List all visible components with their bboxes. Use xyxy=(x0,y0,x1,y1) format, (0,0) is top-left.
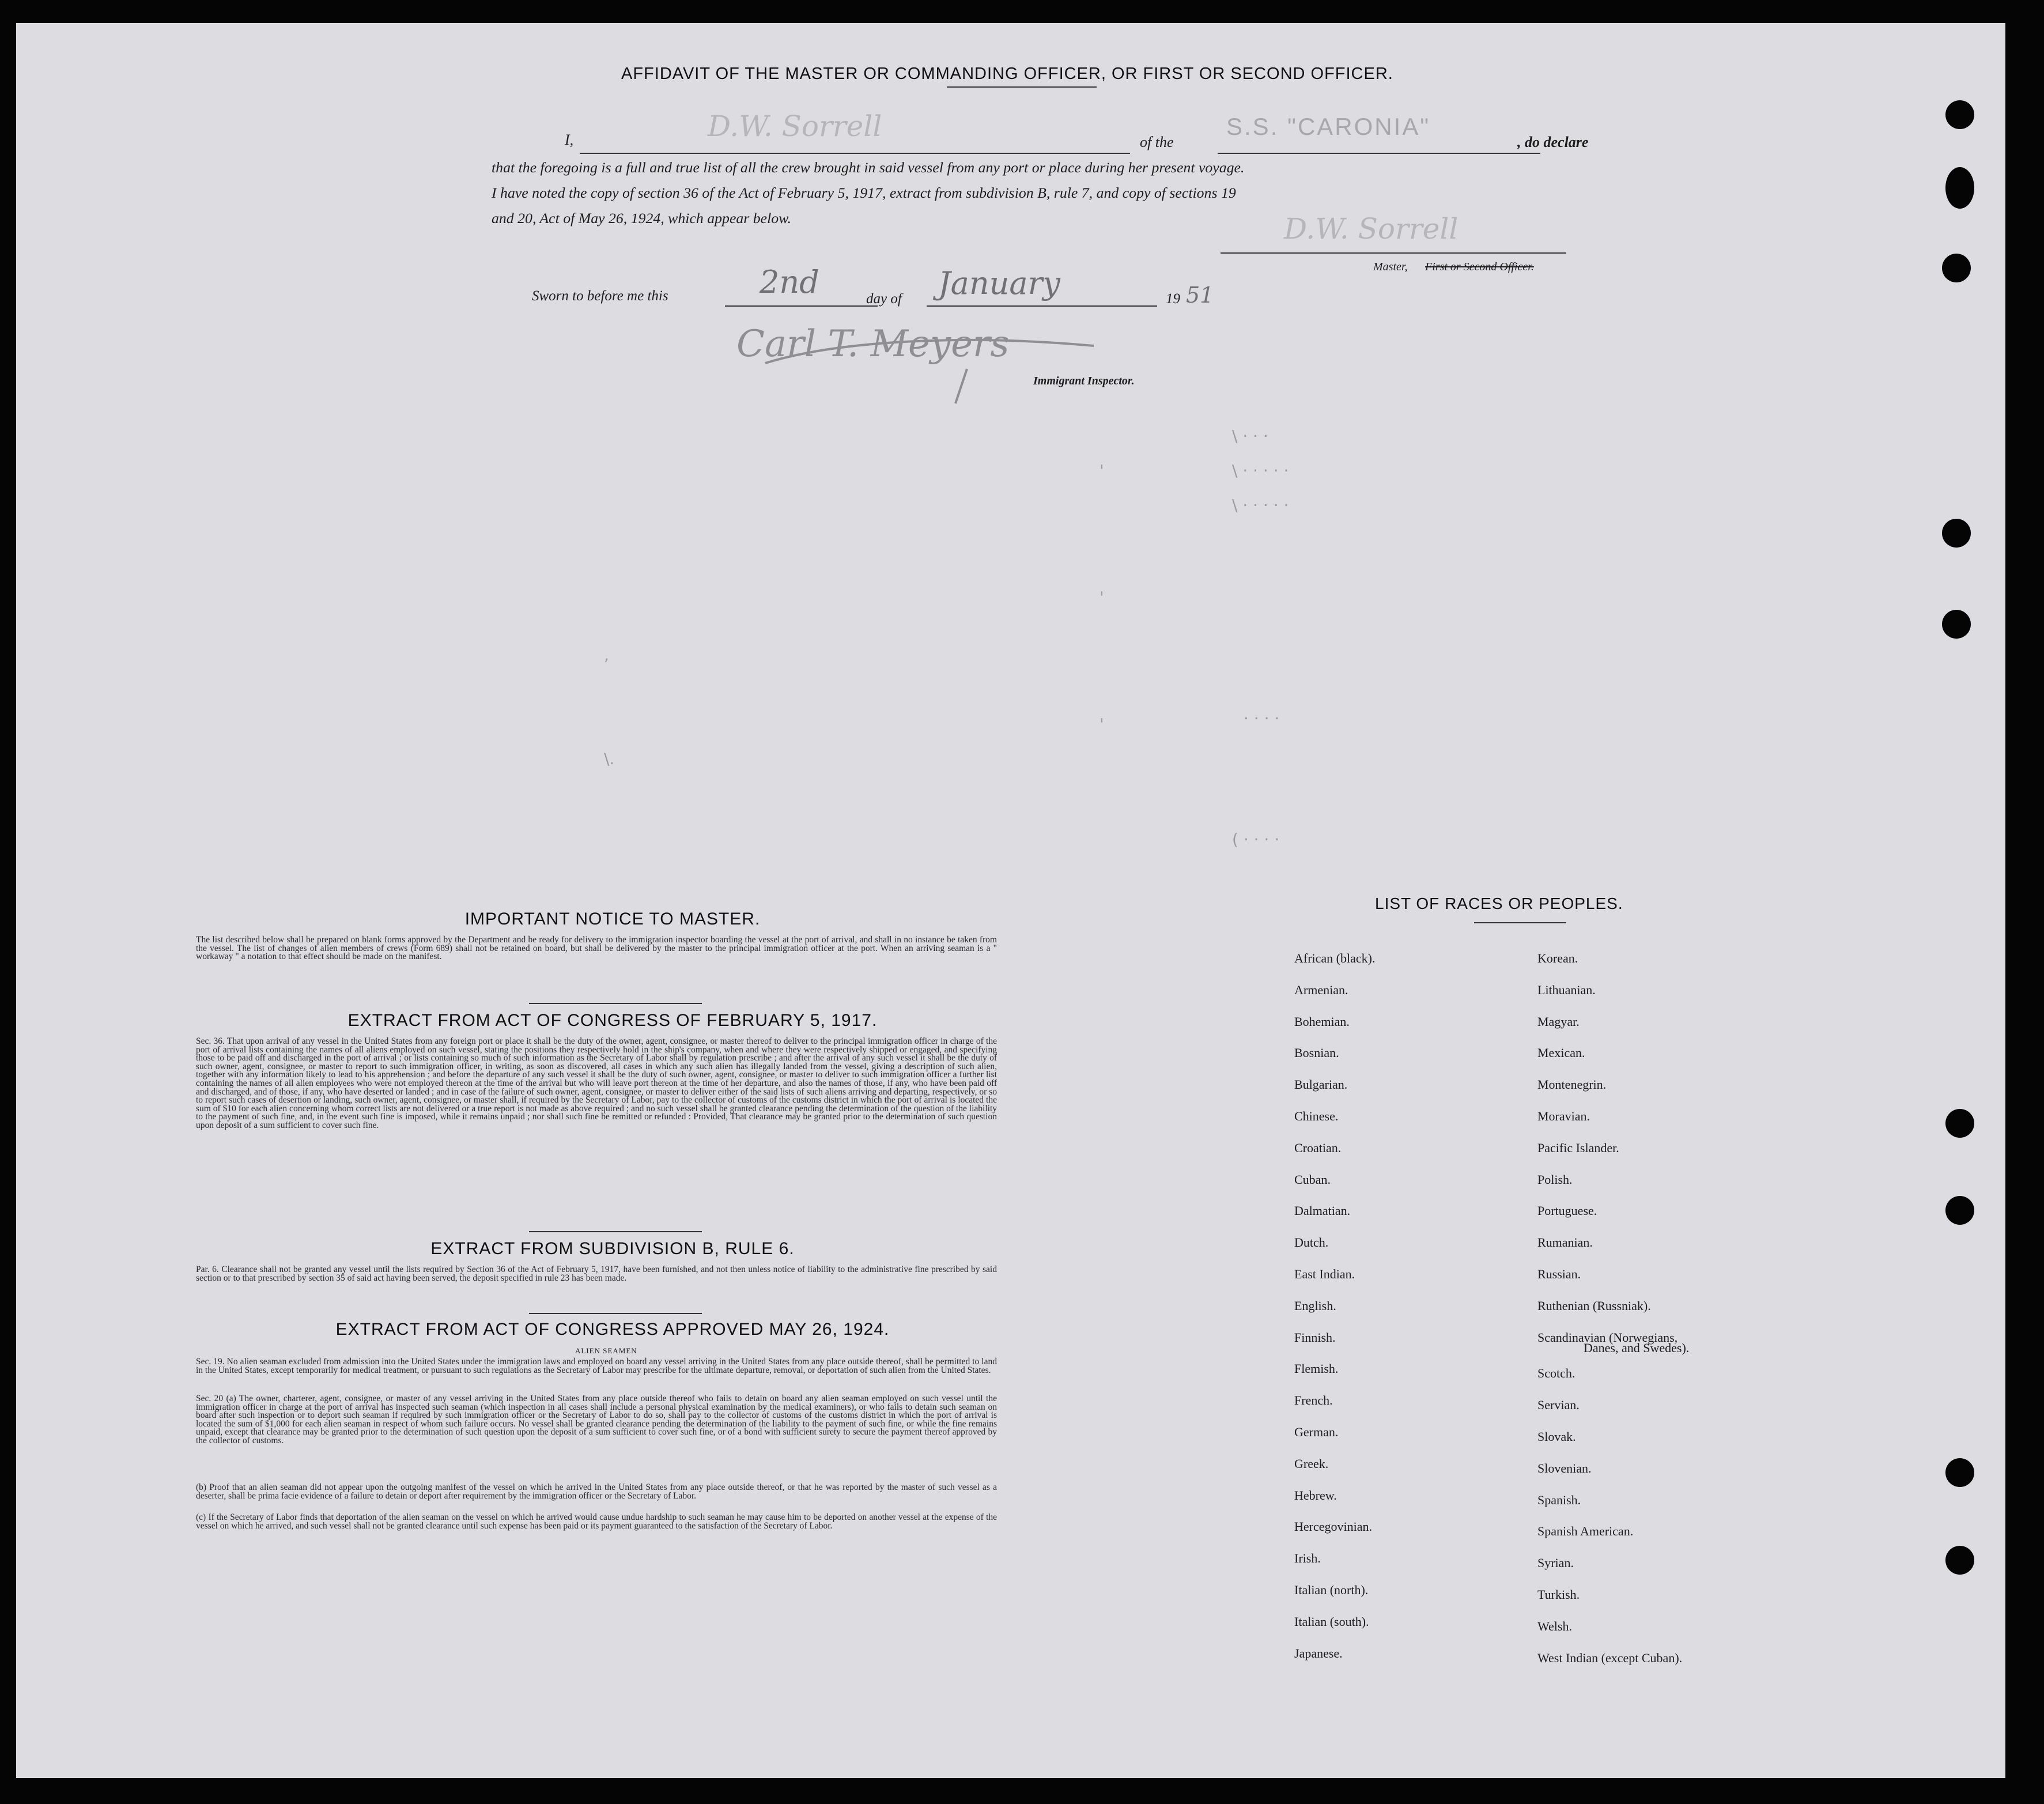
show-through-mark: \. xyxy=(604,749,615,768)
race-item-2: Magyar. xyxy=(1537,1014,1580,1029)
extract-rule6-divider xyxy=(529,1313,702,1314)
extract-1924-sec20b: (b) Proof that an alien seaman did not appear upon the outgoing manifest of the vessel on which he arrived in the United States from any place outside thereof, or that he was reported by the master of such vessel as a deserter, shall be prima facie evidence of a failure to detain or deport after requirement by the immigration officer or the Secretary of Labor. xyxy=(196,1482,997,1501)
race-item-4: Montenegrin. xyxy=(1537,1077,1607,1092)
inspector-label: Immigrant Inspector. xyxy=(1033,375,1135,387)
race-item-16: Greek. xyxy=(1294,1456,1329,1471)
master-label: Master, xyxy=(1373,261,1408,273)
declarant-name-line xyxy=(580,153,1130,154)
race-item-17: Spanish. xyxy=(1537,1492,1581,1507)
races-underline xyxy=(1474,922,1566,923)
vessel-line xyxy=(1218,153,1540,154)
vessel-name: S.S. "CARONIA" xyxy=(1226,113,1431,140)
race-item-1: Lithuanian. xyxy=(1537,982,1596,997)
extract-1924-sec20a: Sec. 20 (a) The owner, charterer, agent, consignee, or master of any vessel arriving in the United States from any place outside thereof who fails to detain on board any alien seaman employed on such vessel until the immigration officer in charge at the port of arrival has inspected such seaman (which inspection in all cases shall include a personal physical examination by the medical examiners), or who fails to detain such seaman on board after such inspection or to deport such seaman if required by such immigration officer or the Secretary of Labor to do so, shall pay to the collector of customs of the customs district in which the port of arrival is located the sum of $1,000 for each alien seaman in respect of whom such failure occurs. No vessel shall be granted clearance pending the determination of the liability to the payment of such fine, or while the fine remains unpaid, except that clearance may be granted prior to the determination of such question upon the deposit of a sum sufficient to cover such fine, or of a bond with sufficient surety to secure the payment thereof approved by the collector of customs. xyxy=(196,1394,997,1446)
binder-hole xyxy=(1945,167,1974,209)
show-through-mark: · · · · xyxy=(1244,709,1280,728)
race-item-18: Hercegovinian. xyxy=(1294,1519,1372,1534)
notice-title: IMPORTANT NOTICE TO MASTER. xyxy=(464,909,761,929)
race-item-22: West Indian (except Cuban). xyxy=(1537,1650,1683,1665)
race-item-10: Russian. xyxy=(1537,1267,1581,1281)
extract-1917-divider xyxy=(529,1231,702,1232)
race-item-21: Italian (south). xyxy=(1294,1614,1369,1629)
race-item-14: Servian. xyxy=(1537,1398,1580,1413)
day-of-label: day of xyxy=(866,291,902,307)
race-item-13: Scotch. xyxy=(1537,1366,1575,1381)
race-item-8: Portuguese. xyxy=(1537,1203,1597,1218)
race-item-21: Welsh. xyxy=(1537,1618,1572,1633)
do-declare-label: , do declare xyxy=(1517,134,1589,150)
race-item-7: Polish. xyxy=(1537,1172,1573,1187)
extract-1924-sec19: Sec. 19. No alien seaman excluded from admission into the United States under the immigration laws and employed on board any vessel arriving in the United States from any place outside thereof, shall be permitted to land in the United States, except temporarily for medical treatment, or pursuant to such regulations as the Secretary of Labor may prescribe for the ultimate departure, removal, or deportation of such alien from the United States. xyxy=(196,1357,997,1375)
binder-hole xyxy=(1945,1109,1974,1138)
inspector-signature: Carl T. Meyers xyxy=(736,323,1010,365)
race-item-19: Irish. xyxy=(1294,1551,1321,1566)
sworn-month: January xyxy=(938,265,1060,301)
race-item-16: Slovenian. xyxy=(1537,1460,1592,1475)
race-item-22: Japanese. xyxy=(1294,1646,1343,1660)
race-item-3: Mexican. xyxy=(1537,1046,1585,1060)
race-item-14: French. xyxy=(1294,1393,1333,1408)
race-scandinavian-continued: Danes, and Swedes). xyxy=(1584,1341,1690,1355)
master-signature-line xyxy=(1221,252,1566,254)
show-through-mark: \ · · · · · xyxy=(1232,496,1289,515)
binder-hole xyxy=(1945,100,1974,129)
extract-1917-text: Sec. 36. That upon arrival of any vessel in the United States from any foreign port or place it shall be the duty of the owner, agent, consignee, or master thereof to deliver to the principal immigration officer in charge of the port of arrival lists containing the names of all aliens employed on such vessel, stating the positions they respectively hold in the ship's company, when and where they were respectively shipped or engaged, and specifying those to be paid off and discharged in the port of arrival ; or lists containing so much of such information as the Secretary of Labor shall by regulation prescribe ; and after the arrival of any such vessel it shall be the duty of such owner, agent, consignee, or master to report to such immigration officer, in writing, as soon as discovered, all cases in which any such alien has illegally landed from the vessel, giving a description of such alien, together with any information likely to lead to his apprehension ; and before the departure of any such vessel it shall be the duty of such owner, agent, consignee, or master to deliver to such immigration officer a further list containing the names of all alien employees who were not employed thereon at the time of the arrival but who will leave port thereon at the time of her departure, and also the names of those, if any, who have been paid off and discharged, and of those, if any, who have deserted or landed ; and in case of the failure of such owner, agent, consignee, or master to deliver either of the said lists of such aliens arriving and departing, respectively, or so to report such cases of desertion or landing, such owner, agent, consignee, or master shall, if required by the Secretary of Labor, pay to the collector of customs of the customs district in which the port of arrival is located the sum of $10 for each alien concerning whom correct lists are not delivered or a true report is not made as above required ; and no such vessel shall be granted clearance pending the determination of the question of the liability to the payment of such fine, and, in the event such fine is imposed, while it remains unpaid ; nor shall such fine be remitted or refunded : Provided, That clearance may be granted prior to the determination of such question upon deposit of a sum sufficient to cover such fine. xyxy=(196,1036,997,1130)
sworn-day-line xyxy=(725,305,878,307)
race-item-12: Finnish. xyxy=(1294,1330,1336,1345)
race-item-15: German. xyxy=(1294,1425,1339,1439)
year-suffix: 51 xyxy=(1186,282,1214,308)
race-item-9: Rumanian. xyxy=(1537,1235,1593,1250)
binder-hole xyxy=(1942,254,1971,282)
show-through-mark: ( · · · · xyxy=(1232,830,1280,849)
race-item-19: Syrian. xyxy=(1537,1556,1574,1571)
race-item-4: Bulgarian. xyxy=(1294,1077,1348,1092)
race-item-18: Spanish American. xyxy=(1537,1524,1634,1539)
statement-line-2: I have noted the copy of section 36 of the Act of February 5, 1917, extract from subdivision B, rule 7, and copy of sections 19 xyxy=(492,184,1236,201)
sworn-label: Sworn to before me this xyxy=(532,288,668,304)
binder-hole xyxy=(1945,1458,1974,1487)
extract-rule6-text: Par. 6. Clearance shall not be granted any vessel until the lists required by Section 36 of the Act of February 5, 1917, have been furnished, and not then unless notice of liability to the administrative fine prescribed by said section or to that prescribed by section 35 of said act having been served, the deposit specified in rule 23 has been made. xyxy=(196,1265,997,1283)
race-item-20: Turkish. xyxy=(1537,1587,1580,1602)
binder-hole xyxy=(1942,519,1971,548)
race-item-11: English. xyxy=(1294,1298,1336,1313)
race-item-10: East Indian. xyxy=(1294,1267,1355,1281)
binder-hole xyxy=(1942,610,1971,639)
i-label: I, xyxy=(565,131,574,148)
race-item-11: Ruthenian (Russniak). xyxy=(1537,1298,1651,1313)
race-item-17: Hebrew. xyxy=(1294,1488,1337,1503)
race-item-1: Armenian. xyxy=(1294,982,1348,997)
inspector-signature-flourish xyxy=(725,317,1301,409)
race-item-9: Dutch. xyxy=(1294,1235,1329,1250)
race-item-3: Bosnian. xyxy=(1294,1046,1339,1060)
race-item-12: Scandinavian (Norwegians, xyxy=(1537,1330,1678,1345)
master-signature: D.W. Sorrell xyxy=(1284,212,1459,246)
binder-hole xyxy=(1945,1196,1974,1225)
declarant-signature: D.W. Sorrell xyxy=(708,110,882,143)
extract-1924-subtitle: ALIEN SEAMEN xyxy=(575,1346,637,1355)
races-title: LIST OF RACES OR PEOPLES. xyxy=(1375,895,1623,912)
show-through-mark: ' xyxy=(1100,461,1104,480)
show-through-mark: ' xyxy=(1100,715,1104,734)
race-item-5: Chinese. xyxy=(1294,1109,1339,1123)
race-item-6: Croatian. xyxy=(1294,1140,1342,1155)
sworn-day: 2nd xyxy=(760,264,819,300)
race-item-8: Dalmatian. xyxy=(1294,1203,1351,1218)
statement-line-3: and 20, Act of May 26, 1924, which appear below. xyxy=(492,210,791,227)
race-item-20: Italian (north). xyxy=(1294,1583,1369,1597)
extract-1924-sec20c: (c) If the Secretary of Labor finds that deportation of the alien seaman on the vessel on which he arrived would cause undue hardship to such seaman he may cause him to be deported on another vessel at the expense of the vessel on which he arrived, and such vessel shall not be granted clearance until such expense has been paid or its payment guaranteed to the satisfaction of the Secretary of Labor. xyxy=(196,1512,997,1531)
race-item-0: Korean. xyxy=(1537,951,1578,965)
extract-rule6-title: EXTRACT FROM SUBDIVISION B, RULE 6. xyxy=(430,1239,795,1258)
show-through-mark: \ · · · xyxy=(1232,427,1268,446)
notice-divider xyxy=(529,1003,702,1004)
show-through-mark: \ · · · · · xyxy=(1232,461,1289,480)
sworn-month-line xyxy=(927,305,1157,307)
race-item-6: Pacific Islander. xyxy=(1537,1140,1619,1155)
extract-1917-title: EXTRACT FROM ACT OF CONGRESS OF FEBRUARY 5, 1917. xyxy=(347,1011,878,1030)
statement-line-1: that the foregoing is a full and true list of all the crew brought in said vessel from any port or place during her present voyage. xyxy=(492,159,1245,176)
extract-1924-title: EXTRACT FROM ACT OF CONGRESS APPROVED MAY 26, 1924. xyxy=(335,1320,890,1339)
race-item-5: Moravian. xyxy=(1537,1109,1590,1123)
year-prefix: 19 xyxy=(1166,291,1180,307)
race-item-2: Bohemian. xyxy=(1294,1014,1350,1029)
race-item-13: Flemish. xyxy=(1294,1361,1339,1376)
notice-text: The list described below shall be prepared on blank forms approved by the Department and be ready for delivery to the immigration inspector boarding the vessel at the port of arrival, and shall in no instance be taken from the vessel. The list of changes of alien members of crews (Form 689) shall not be retained on board, but shall be delivered by the master to the principal immigration officer at the port. When an arriving seaman is a " workaway " a notation to that effect should be made on the manifest. xyxy=(196,935,997,962)
title-underline xyxy=(947,86,1097,88)
race-item-15: Slovak. xyxy=(1537,1429,1576,1444)
affidavit-title: AFFIDAVIT OF THE MASTER OR COMMANDING OFFICER, OR FIRST OR SECOND OFFICER. xyxy=(621,65,1393,83)
of-the-label: of the xyxy=(1140,134,1174,150)
show-through-mark: , xyxy=(604,646,609,665)
document-page xyxy=(16,23,2005,1778)
race-item-0: African (black). xyxy=(1294,951,1376,965)
struck-officer-label: First or Second Officer. xyxy=(1425,261,1534,273)
show-through-mark: ' xyxy=(1100,588,1104,607)
binder-hole xyxy=(1945,1546,1974,1575)
race-item-7: Cuban. xyxy=(1294,1172,1331,1187)
